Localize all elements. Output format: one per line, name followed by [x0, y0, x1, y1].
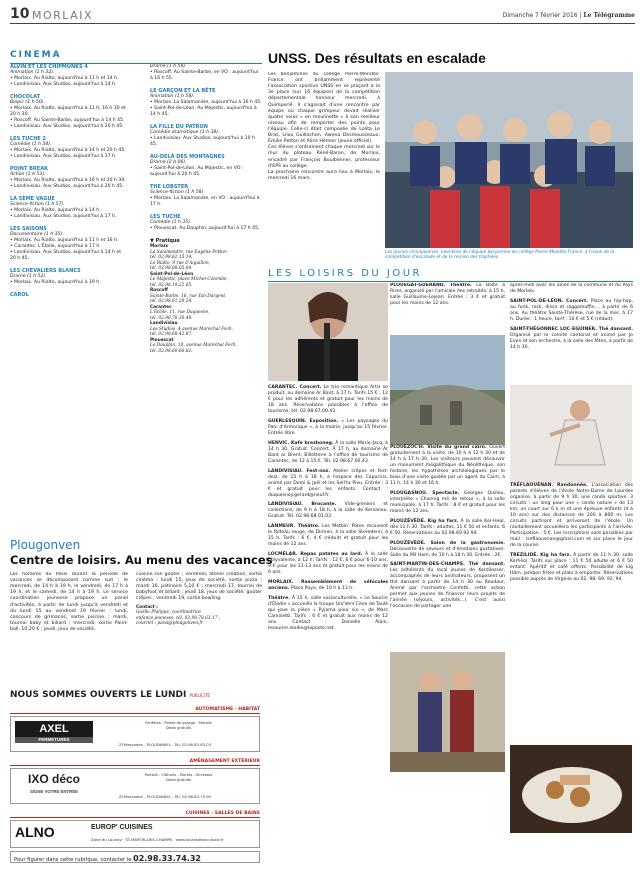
event-text: À la salle Marie-Jacq, à 14 h 30. Gratuit. Concert. À 17 h, au domaine Ar Bant ar Brent. Billetterie à l'office de tourisme de Carantec, de 12 à 15 €. Tél. 02.98.67.00.43.: [268, 440, 388, 464]
unss-article: [268, 72, 380, 262]
ixo-tagline: SIGNE VOTRE ENTRÉE: [30, 789, 78, 794]
movie-listing: [10, 94, 128, 130]
pratique-city: Plouescat: [150, 337, 174, 343]
event-listing: [268, 441, 388, 465]
event-text: À la salle Ker-Heol, dès 11 h 30. Tarifs : adultes, 11 € 50 et enfants, 6 € 50. Réservations au 02.98.69.92.94.: [390, 518, 505, 536]
unss-paragraph-1: Les benjamines du collège Pierre-Mendès-France ont brillamment représenté l'association sportive UNSS en se plaçant à la 3e place (sur 16 équipes) de la compétition départementale honneur mercredi, à Quimperlé. Il s'agissait d'une rencontre par équipe où chaque grimpeur devait réaliser quatre voies « en moulinette » à son meilleur niveau afin de remporter des points pour l'équipe. Celle-ci était composée de Lolita Le Bras, Lilou Guillochon, Awena Desmousseaux, Émilie Petton et Alice Hémon (jeune officiel).: [268, 72, 380, 145]
pratique-line: tél. 02.98.78.30.49.: [150, 315, 193, 321]
movie-title: LE GARÇON ET LA BÊTE: [150, 87, 216, 94]
ad-line: Portails - Clôtures - Murets - Terrasses: [144, 773, 213, 777]
movie-genre: Comédie (1 h 35).: [150, 219, 192, 225]
dancers-photo: [390, 652, 505, 772]
pratique-entry: [150, 321, 262, 338]
movie-title: POINT BREAK: [10, 165, 48, 172]
section-name: MORLAIX: [32, 9, 93, 22]
movie-genre: Science-fiction (1 h 58).: [150, 189, 205, 195]
movie-listing: [150, 214, 262, 232]
loisirs-heading: LES LOISIRS DU JOUR: [268, 268, 633, 282]
movie-title: LA 5ÈME VAGUE: [10, 195, 55, 202]
ad-ixo[interactable]: [10, 768, 260, 804]
event-title: TRÉFLAOUÉNAN. Randonnée.: [510, 483, 588, 488]
event-title: PLOUÉGAT-GUÉRAND. Théâtre.: [390, 283, 472, 288]
showing: • Morlaix. La Salamandre, aujourd'hui à 16 h 45.: [150, 100, 262, 106]
showing: • Morlaix. Au Rialto, aujourd'hui à 16 h et 20 h 30.: [10, 178, 128, 184]
showing: • Morlaix. Au Rialto, aujourd'hui à 14 h.: [10, 208, 128, 214]
axel-address: ZI Mescoden - PLOUDANIEL - Tél. 02.98.83.63.03: [119, 742, 212, 747]
ixo-address: ZI Mescoden - PLOUDANIEL - Tél. 02.98.83.75.90: [119, 794, 212, 799]
plougonven-col-2: [136, 572, 262, 682]
pratique-city: Morlaix: [150, 244, 168, 250]
movie-listing: [10, 196, 128, 220]
movie-genre: Animation (1 h 32).: [10, 70, 55, 76]
plougonven-text-2: cuisine son goûter ; vendredi, atelier création, sortie cinéma ; lundi 15, jeux de société, sortie pizza ; mardi 16, patinoire 5,10 € ; mercredi 17, tournoi de babyfoot et billard ; jeudi 18, jeux de société, goûter crêpes ; vendredi 19, sortie bowling.: [136, 572, 262, 602]
movie-genre: Animation (1 h 58).: [150, 94, 195, 100]
footer-text: Pour figurer dans cette rubrique, contacter le: [14, 857, 132, 863]
event-listing: [390, 562, 505, 610]
event-text: À 15 h, salle socioculturelle, « Le Sourire d'Élodie » accueille la troupe Uni'Vers'Cène de Taulé qui joue la pièce « Pyjama pour six », de Marc Camoletti. Tarifs : 6 € et gratuit aux moins de 12 ans. Contact : Danielle Alain, lesourire.elodie@laposte.net.: [268, 596, 388, 631]
pratique-city: Landivisiau: [150, 321, 178, 327]
pratique-line: L'Étoile, 11, rue Duquesne,: [150, 310, 210, 316]
photo-caption: Les jeunes championnes, membres de l'équipe benjamine du collège Pierre-Mendès-France, à l'issue de la compétition d'escalade et de la remise des trophées.: [385, 250, 615, 261]
ad-line: Devis gratuits: [165, 777, 192, 782]
event-text: Place Puyo, de 10 h à 13 h.: [291, 586, 354, 592]
event-listing: [390, 445, 505, 487]
event-text: À la salle polyvalente, à 12 h. Tarifs : 12 €, 6 € pour 6-10 ans, 9 € pour les 11-13 ans et gratuit pour les moins de 6 ans.: [268, 552, 388, 576]
page-header: [10, 6, 635, 24]
movie-genre: Drame (1 h 52).: [10, 273, 47, 279]
event-listing: [268, 469, 388, 499]
event-text: Ouvert gratuitement à la visite, de 10 h à 12 h 30 et de 14 h à 17 h 30. Les visiteurs peuvent découvrir un monument mégalithique du Néolithique, son histoire, les hypothèses archéologiques par le biais d'une visite guidée par un agent du Cairn, à 11 h, 14 h 30 et 16 h.: [390, 445, 505, 486]
movie-listing: [10, 166, 128, 190]
pratique-line: Le Majestic, place Michel-Colombe,: [150, 277, 228, 283]
event-text: Atelier crêpes et fest-deiz, de 15 h à 18 h, à l'espace des Capucins, animé par Domi & Joël et les Sell'ta Piou. Entrée : 3 € et gratuit pour les enfants. Contact : duquesnoy.gerard@neuf.fr.: [268, 468, 388, 498]
movie-listing: [10, 136, 128, 160]
showing: • Landivisiau. Aux Studios, aujourd'hui à 20 h 45.: [10, 184, 128, 190]
pratique-line: tél. 02.98.19.22.65.: [150, 282, 193, 288]
paper-name: Le Télégramme: [583, 12, 635, 19]
event-text: Le trio romantique Artis se produit, au domaine Ar Bant, à 17 h. Tarifs 15 € ; 12 € pour les adhérents et gratuit pour les moins de 18 ans. Réservations possibles à l'office de tourisme, tél. 02.98.67.00.43.: [268, 385, 388, 414]
showing: • Morlaix. Au Rialto, aujourd'hui à 11 h, 16 h 30 et 20 h 30.: [10, 106, 128, 118]
movie-genre: Biopic (1 h 50).: [10, 100, 46, 106]
pratique-line: tél. 02.98.68.42.87.: [150, 332, 193, 338]
movie-genre: Documentaire (1 h 35).: [10, 232, 64, 238]
movie-genre: Drame (1 h 58).: [150, 64, 187, 69]
showing: • Plouescat. Au Dauphin, aujourd'hui à 17 h 45.: [150, 226, 262, 232]
loisirs-column-1: [268, 283, 388, 863]
showing: • Landivisiau. Aux Studios, aujourd'hui à 17 h.: [10, 154, 128, 160]
movie-listing: [10, 64, 128, 88]
event-title: LANDIVISIAU. Brocante.: [268, 502, 337, 508]
event-title: LANMEUR. Théâtre.: [268, 524, 320, 530]
movie-title: LES CHEVALIERS BLANCS: [10, 267, 81, 274]
showing: • Landivisiau. Aux Studios, aujourd'hui à 10 h 45.: [150, 136, 262, 148]
event-title: LANDIVISIAU. Fest-noz.: [268, 468, 331, 474]
movie-title: AU-DELÀ DES MONTAGNES: [150, 153, 225, 160]
page-date: Dimanche 7 février 2016 | Le Télégramme: [502, 12, 635, 19]
event-title: TRÉZILIDÉ. Kig ha farz.: [510, 552, 572, 558]
ads-banner: [10, 690, 260, 702]
loisirs-column-2: [390, 283, 505, 863]
event-text: Georges Quillou, interprète « Channig mé de retour », à la salle municipale, à 17 h. Tarifs : 8 € et gratuit pour les moins de 12 ans.: [390, 490, 505, 514]
event-title: PLOUGASNOU. Spectacle.: [390, 490, 460, 496]
alno-tagline: EUROP' CUISINES: [91, 824, 153, 831]
plougonven-col-1: [10, 572, 128, 682]
movie-listing: [10, 292, 128, 298]
unss-headline: UNSS. Des résultats en escalade: [268, 50, 486, 66]
ixo-logo: IXO déco: [27, 772, 80, 786]
pratique-line: La Salamandre, rue Eugène-Pottier,: [150, 249, 229, 255]
event-text: Organisé par le comité cantonal et animé par Jo Even et son orchestre, à la salle des fêtes, à partir de 14 h 30.: [510, 332, 633, 350]
movie-listing: [150, 124, 262, 148]
contact-label: Contact :: [136, 604, 158, 610]
pratique-entry: [150, 305, 262, 322]
movie-genre: Drame (2 h 06).: [150, 159, 187, 165]
movie-title: LES TUCHE 2: [10, 135, 46, 142]
event-listing: [510, 299, 633, 323]
footer-contact-ad: [10, 851, 260, 863]
event-text: À partir de 11 h 30, salle Kerhéol. Tarifs sur place : 11 € 50 adulte et 6 € 50 enfant. Apéritif et café offerts. Possibilité de kig Hôm, jambon frites et plats à emporter. Réservations possible auprès de Virginie au 02. 98. 69. 92. 94.: [510, 552, 633, 582]
event-text: La Boîte à Rires, organisé par l'amicale des retraités, à 15 h, salle Guillaume-Lejean. Entrée : 3 € et gratuit pour les moins de 12 ans.: [390, 283, 505, 306]
movie-listing: [10, 226, 128, 262]
pratique-title: Pratique: [155, 237, 180, 244]
event-title: LOCMÉLAR. Repas patates au lard.: [268, 552, 363, 558]
cinema-heading: CINÉMA: [10, 50, 262, 64]
event-listing: [268, 524, 388, 548]
axel-logo: AXEL: [15, 721, 93, 737]
event-title: SAINT-THÉGONNEC LOC-EGUINER. Thé dansant.: [510, 326, 633, 332]
event-title: CARANTEC. Concert.: [268, 385, 322, 390]
alno-address: Zone du Launay · ST-MARTIN-DES-CHAMPS · www.localisetoncuisine.fr: [91, 837, 224, 842]
contact-line: enfance-jeunesse, tél. 02.98.78.63.17 ;: [136, 615, 221, 621]
movie-genre: Action (1 h 53).: [10, 172, 46, 178]
event-text: Les adhérents du local jeunes de Kerdilosser, accompagnés de leurs animateurs, proposent un thé dansant à partir de 14 h 30 au Roudour. Animé par l'orchestre Confetti, cette action permet aux jeunes de financer leurs projets de l'année (séjours, activités...). C'est aussi l'occasion de partager une: [390, 568, 505, 610]
movie-listing: [150, 64, 262, 82]
pratique-entry: [150, 338, 262, 355]
event-title: PLOUZÉVÉDÉ. Salon de la gastronomie.: [390, 540, 505, 546]
movie-title: CHOCOLAT: [10, 94, 41, 101]
event-title: SAINT-POL-DE-LÉON. Concert.: [510, 298, 589, 304]
pratique-line: tél. 02.98.88.05.04.: [150, 266, 193, 272]
pratique-line: tél. 02.98.69.66.82.: [150, 348, 193, 354]
pratique-city: Carantec: [150, 304, 172, 310]
contact-line: Gaëlle Philippe, coordinatrice: [136, 610, 201, 616]
event-listing: [268, 596, 388, 632]
event-listing: [390, 491, 505, 515]
event-text: Les Metbin' Potes recoivent le Rideau rouge, de Dirinon, à la salle Steredenn, à 15 h. Tarifs : 6 €, 4 € (réduit) et gratuit pour les moins de 12 ans.: [268, 524, 388, 548]
showing: • Morlaix. Au Rialto, aujourd'hui à 14 h et 20 h 45.: [10, 148, 128, 154]
movie-genre: Comédie dramatique (1 h 38).: [150, 129, 220, 135]
event-listing: [510, 283, 633, 295]
showing: • Morlaix. Au Rialto, aujourd'hui à 11 h et 16 h.: [10, 238, 128, 244]
page-number: 10: [10, 6, 30, 22]
food-photo: [510, 745, 632, 833]
movie-title: LES TUCHE: [150, 213, 181, 220]
plougonven-headline: Centre de loisirs. Au menu des vacances: [10, 553, 273, 567]
event-listing: [510, 553, 633, 583]
event-text: « Les paysages du Parc d'Armorique », à la mairie, jusqu'au 15 février. Entrée libre.: [268, 418, 388, 436]
event-listing: [268, 552, 388, 576]
unss-paragraph-2: Ces élèves s'entraînent chaque mercredi sur le mur du plateau René-Baron, de Morlaix, encadré par François Boulbenner, professeur d'EPS au collège.: [268, 145, 380, 169]
unss-paragraph-3: La prochaine rencontre aura lieu à Morlaix, le mercredi 16 mars.: [268, 169, 380, 181]
pratique-line: tél. 02.98.62.15.14.: [150, 255, 193, 261]
event-text: après-midi avec les aînés de la commune et du Pays de Morlaix.: [510, 283, 633, 294]
pratique-city: Roscoff: [150, 288, 168, 294]
movie-title: LA FILLE DU PATRON: [150, 123, 208, 130]
plougonven-contact: [136, 605, 262, 627]
contact-line: courriel : passi@plougonven.fr: [136, 621, 204, 627]
showing: • Landivisiau. Aux Studios, aujourd'hui à 20 h 45.: [10, 124, 128, 130]
plougonven-text-1: Les horaires du Passi durant la période de vacances se décomposent comme suit : le mercredi, de 14 h à 19 h, le vendredi, de 17 h à 19 h, et le samedi, de 14 h à 19 h. Le service coordination jeunesse propose un panel d'activités, à partir de lundi jusqu'à vendredi et du lundi 15 au vendredi 19 février : lundi, concours de grimaces, sortie piscine ; mardi, tournoi baby et billard ; mercredi, sortie Paint-ball, 10,20 € ; jeudi, jeux de société,: [10, 572, 128, 632]
footer-phone[interactable]: 02.98.33.74.32: [133, 854, 201, 863]
pratique-line: tél. 02.98.61.29.24.: [150, 299, 193, 305]
cinema-column-1: [10, 64, 128, 534]
pratique-entry: [150, 288, 262, 305]
showing: • Roscoff. Au Sainte-Barbe, en VO : aujourd'hui à 16 h 55.: [150, 70, 262, 82]
event-text: Place au hip-hop, au funk, rock, disco et raggamuffin, , à partir de 6 ans. Au théâtre Sainte-Thérèse, rue de la mer, à 17 h. Durée : 1 heure, tarif : 10 € et 5 € (réduit).: [510, 298, 633, 322]
showing: • Morlaix. La Salamandre, en VO : aujourd'hui à 17 h.: [150, 196, 262, 208]
climbing-team-photo: [385, 72, 633, 248]
showing: • Morlaix. Au Rialto, aujourd'hui à 19 h.: [10, 280, 128, 286]
plougonven-city: Plougonven: [10, 538, 81, 552]
showing: • Landivisiau. Aux Studios, aujourd'hui à 14 h.: [10, 82, 128, 88]
pratique-city: Saint-Pol-de-Léon: [150, 271, 194, 277]
event-listing: [268, 502, 388, 520]
movie-listing: [150, 184, 262, 208]
alno-logo: ALNO: [15, 824, 55, 840]
showing: • Saint-Pol-de-Léon. Au Majestic, aujourd'hui à 14 h 45.: [150, 106, 262, 118]
movie-title: THE LOBSTER: [150, 183, 189, 190]
event-title: HENVIC. Kafe brezhoneg.: [268, 440, 334, 446]
ad-category-3: CUISINES - SALLES DE BAINS: [10, 811, 260, 818]
ad-category-2: AMÉNAGEMENT EXTÉRIEUR: [10, 759, 260, 766]
event-listing: [268, 419, 388, 437]
event-title: GUERLESQUIN. Exposition.: [268, 418, 339, 424]
showing: • Carantec. L'Étoile, aujourd'hui à 17 h.: [10, 244, 128, 250]
movie-title: LES SAISONS: [10, 225, 47, 232]
movie-genre: Science-fiction (1 h 57).: [10, 202, 65, 208]
event-listing: [390, 519, 505, 537]
movie-listing: [150, 88, 262, 118]
cinema-column-2: [150, 64, 262, 534]
showing: • Landivisiau. Aux Studios, aujourd'hui à 17 h.: [10, 214, 128, 220]
event-listing: [390, 541, 505, 559]
pratique-line: Les Studios, 4 avenue Maréchal Foch,: [150, 326, 234, 332]
ad-category-1: AUTOMATISME - HABITAT: [10, 707, 260, 714]
showing: • Landivisiau. Aux Studios, aujourd'hui à 14 h et 20 h 45.: [10, 250, 128, 262]
movie-title: CAROL: [10, 291, 29, 298]
event-title: Théâtre.: [268, 596, 290, 602]
event-title: PLOUÉZOC'H. Visite du grand cairn.: [390, 445, 487, 450]
movie-genre: Comédie (1 h 34).: [10, 142, 52, 148]
showing: • Roscoff. Au Sainte-Barbe, aujourd'hui à 14 h 45.: [10, 118, 128, 124]
event-listing: [268, 385, 388, 415]
event-title: MORLAIX. Rassemblement de véhicules anciens.: [268, 580, 388, 592]
axel-tagline: FERMETURES: [15, 737, 93, 743]
axel-lines: [101, 721, 256, 730]
event-listing: [510, 327, 633, 351]
event-listing: [390, 283, 505, 307]
ad-alno[interactable]: [10, 820, 260, 848]
event-listing: [510, 483, 633, 549]
event-listing: [268, 580, 388, 592]
date-text: Dimanche 7 février 2016: [502, 12, 578, 19]
event-text: L'association des parents d'élèves de l'école Notre-Dame de Lourdes organise, à partir de 9 h 30, une rando sportive. 3 circuits : un long pour une « rando nature » de 13 km, un court sur 6 k m et une épreuve enfants (4 à 10 ans) sur des distances de 200 à 800 m. Les circuits partiront et arriveront de l'école. Un ravitaillement accueillera les participants à l'arrivée. Participation : 5 €. Les inscriptions sont possibles par mail : treflaouenan@gmail.com et sur place le jour de la course.: [510, 483, 633, 548]
ad-line: Fenêtres - Portes de garage - Portails: [145, 721, 212, 725]
event-text: Découverte de saveurs et d'émotions gustatives. Salle du Mil Ham, de 10 h à 18 h 30. Entrée : 2€.: [390, 546, 505, 558]
pratique-line: Le Dauphin, 10, avenue Maréchal Foch,: [150, 343, 238, 349]
pratique-entry: [150, 244, 262, 272]
movie-listing: [150, 154, 262, 178]
ads-banner-text: NOUS SOMMES OUVERTS LE LUNDI: [10, 690, 187, 700]
movie-title: ALVIN ET LES CHIPMUNKS 4: [10, 64, 88, 70]
pratique-line: Le Rialto, 9 rue d'Aiguillon,: [150, 260, 210, 266]
pratique-line: Sainte-Barbe, 16, rue Yan Dargent,: [150, 293, 227, 299]
pratique-entry: [150, 272, 262, 289]
showing: • Saint-Pol-de-Léon. Au Majestic, en VO : aujourd'hui à 20 h 45.: [150, 166, 262, 178]
event-text: Vide-greniers et collections, de 9 h à 18 h, à la salle de Kersanou. Gratuit. Tél. 02.98.68.01.03.: [268, 502, 388, 520]
event-title: PLOUZÉVÉDÉ. Kig ha farz.: [390, 518, 459, 524]
ad-line: Devis gratuits: [165, 725, 192, 730]
event-title: SAINT-MARTIN-DES-CHAMPS. Thé dansant.: [390, 562, 505, 568]
ixo-lines: [101, 773, 256, 782]
ads-tag: PUBLICITÉ: [189, 693, 210, 698]
showing: • Morlaix. Au Rialto, aujourd'hui à 11 h et 14 h.: [10, 76, 128, 82]
ad-axel[interactable]: [10, 716, 260, 752]
pratique-heading: ▼ Pratique: [150, 237, 180, 244]
movie-listing: [10, 268, 128, 286]
